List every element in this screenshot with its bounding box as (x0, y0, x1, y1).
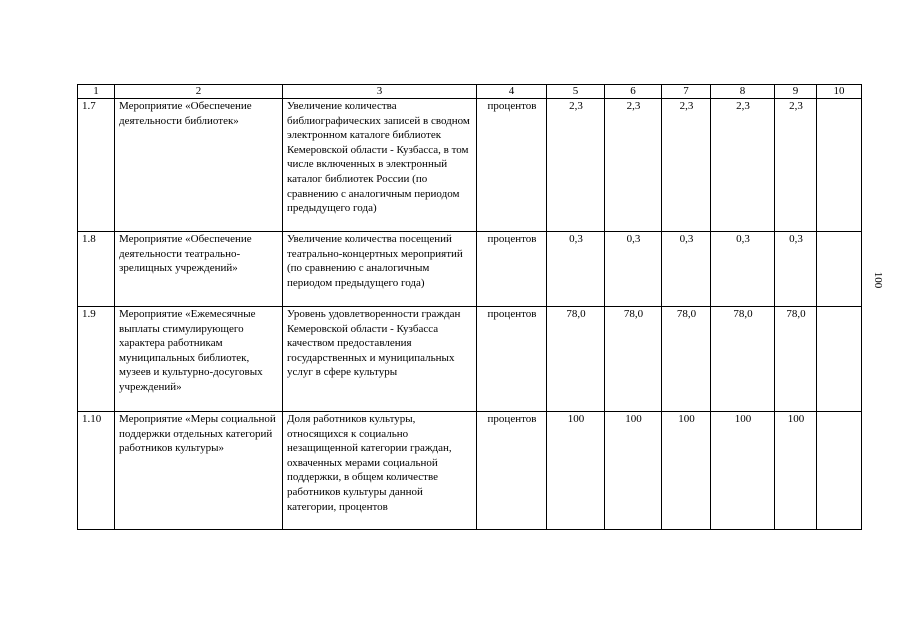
header-cell: 10 (817, 85, 862, 99)
value-cell: 0,3 (711, 232, 775, 307)
value-cell: 100 (547, 412, 605, 530)
header-cell: 5 (547, 85, 605, 99)
unit: процентов (477, 232, 547, 307)
value-cell: 100 (662, 412, 711, 530)
value-cell: 0,3 (605, 232, 662, 307)
value-cell: 2,3 (775, 99, 817, 232)
unit: процентов (477, 412, 547, 530)
unit: процентов (477, 307, 547, 412)
value-cell: 100 (711, 412, 775, 530)
indicators-table (77, 84, 862, 530)
page-number: 100 (872, 271, 884, 289)
row-id: 1.10 (78, 412, 115, 530)
header-cell: 6 (605, 85, 662, 99)
value-cell: 2,3 (547, 99, 605, 232)
row-id: 1.7 (78, 99, 115, 232)
value-cell: 2,3 (711, 99, 775, 232)
indicator-name: Доля работников культуры, относящихся к социально незащищенной категории граждан, охваченных мерами социальной поддержки, в общем количестве работников культуры данной категории, процентов (283, 412, 477, 530)
value-cell: 78,0 (775, 307, 817, 412)
event-name: Мероприятие «Меры социальной поддержки отдельных категорий работников культуры» (115, 412, 283, 530)
value-cell: 2,3 (662, 99, 711, 232)
header-cell: 4 (477, 85, 547, 99)
value-cell: 0,3 (662, 232, 711, 307)
event-name: Мероприятие «Ежемесячные выплаты стимулирующего характера работникам муниципальных библиотек, музеев и культурно-досуговых учреждений» (115, 307, 283, 412)
row-id: 1.9 (78, 307, 115, 412)
value-cell (817, 412, 862, 530)
header-cell: 2 (115, 85, 283, 99)
event-name: Мероприятие «Обеспечение деятельности театрально-зрелищных учреждений» (115, 232, 283, 307)
table-row (78, 307, 862, 412)
value-cell (817, 307, 862, 412)
value-cell: 78,0 (711, 307, 775, 412)
table-row (78, 232, 862, 307)
header-cell: 1 (78, 85, 115, 99)
value-cell (817, 232, 862, 307)
row-id: 1.8 (78, 232, 115, 307)
value-cell: 78,0 (605, 307, 662, 412)
header-cell: 3 (283, 85, 477, 99)
indicator-name: Увеличение количества библиографических записей в сводном электронном каталоге библиотек Кемеровской области - Кузбасса, в том числе включенных в электронный каталог библиотек России (по сравнению с аналогичным периодом предыдущего года) (283, 99, 477, 232)
value-cell: 78,0 (547, 307, 605, 412)
value-cell: 100 (775, 412, 817, 530)
value-cell: 100 (605, 412, 662, 530)
value-cell: 0,3 (547, 232, 605, 307)
header-row (78, 85, 862, 99)
event-name: Мероприятие «Обеспечение деятельности библиотек» (115, 99, 283, 232)
header-cell: 9 (775, 85, 817, 99)
header-cell: 7 (662, 85, 711, 99)
unit: процентов (477, 99, 547, 232)
value-cell: 0,3 (775, 232, 817, 307)
value-cell: 2,3 (605, 99, 662, 232)
indicator-name: Увеличение количества посещений театрально-концертных мероприятий (по сравнению с аналогичным периодом предыдущего года) (283, 232, 477, 307)
indicator-name: Уровень удовлетворенности граждан Кемеровской области - Кузбасса качеством предоставления государственных и муниципальных услуг в сфере культуры (283, 307, 477, 412)
value-cell: 78,0 (662, 307, 711, 412)
value-cell (817, 99, 862, 232)
table-row (78, 412, 862, 530)
header-cell: 8 (711, 85, 775, 99)
table-row (78, 99, 862, 232)
